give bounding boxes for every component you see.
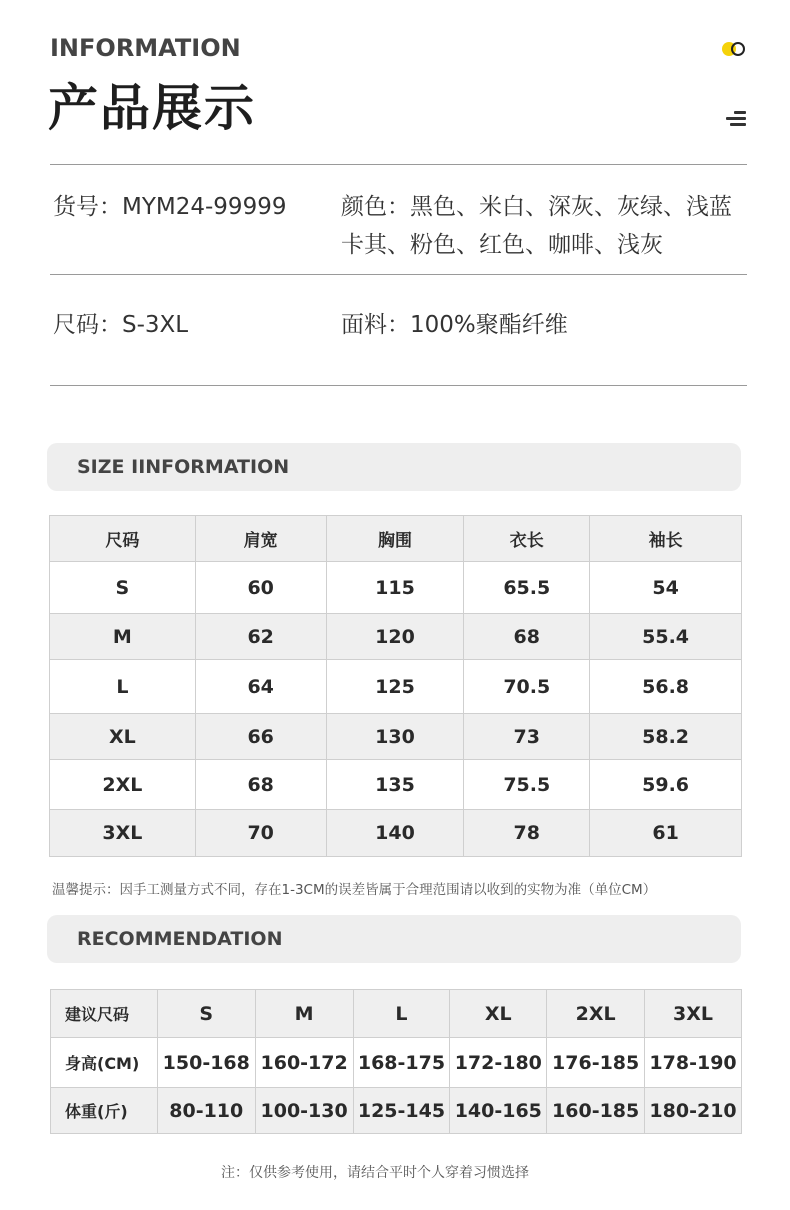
table-cell: 61 bbox=[590, 810, 742, 857]
recommendation-title: RECOMMENDATION bbox=[77, 928, 283, 950]
table-row bbox=[50, 810, 742, 857]
table-cell: 70.5 bbox=[464, 660, 590, 714]
divider bbox=[50, 274, 747, 275]
table-cell: 70 bbox=[195, 810, 326, 857]
table-row bbox=[50, 614, 742, 660]
sku-text: 货号：MYM24-99999 bbox=[53, 194, 287, 220]
table-row bbox=[50, 714, 742, 760]
header-cell: 肩宽 bbox=[195, 516, 326, 562]
table-row bbox=[51, 1088, 742, 1134]
header-cell: 尺码 bbox=[50, 516, 196, 562]
table-cell: 78 bbox=[464, 810, 590, 857]
header-cell: 建议尺码 bbox=[51, 990, 158, 1038]
row-header-cell: 身高(CM) bbox=[51, 1038, 158, 1088]
table-header-row bbox=[51, 990, 742, 1038]
eyebrow-label: INFORMATION bbox=[50, 34, 241, 62]
table-header-row bbox=[50, 516, 742, 562]
table-cell: M bbox=[50, 614, 196, 660]
table-cell: 125-145 bbox=[353, 1088, 450, 1134]
header-cell: 2XL bbox=[547, 990, 645, 1038]
header-cell: S bbox=[157, 990, 255, 1038]
table-row bbox=[51, 1038, 742, 1088]
table-cell: 160-185 bbox=[547, 1088, 645, 1134]
size-info-bar bbox=[47, 443, 741, 491]
recommendation-table bbox=[50, 989, 742, 1134]
table-row bbox=[50, 660, 742, 714]
header-cell: 衣长 bbox=[464, 516, 590, 562]
table-cell: 60 bbox=[195, 562, 326, 614]
table-cell: 80-110 bbox=[157, 1088, 255, 1134]
table-cell: 140-165 bbox=[450, 1088, 547, 1134]
header-cell: 胸围 bbox=[326, 516, 464, 562]
table-cell: 65.5 bbox=[464, 562, 590, 614]
table-cell: 54 bbox=[590, 562, 742, 614]
header-cell: M bbox=[255, 990, 353, 1038]
table-cell: 125 bbox=[326, 660, 464, 714]
table-cell: XL bbox=[50, 714, 196, 760]
divider bbox=[50, 385, 747, 386]
table-cell: 140 bbox=[326, 810, 464, 857]
colors-text-line1: 颜色：黑色、米白、深灰、灰绿、浅蓝 bbox=[341, 194, 732, 220]
table-cell: 115 bbox=[326, 562, 464, 614]
header-cell: L bbox=[353, 990, 450, 1038]
table-cell: 66 bbox=[195, 714, 326, 760]
table-cell: 3XL bbox=[50, 810, 196, 857]
page-title: 产品展示 bbox=[48, 79, 256, 137]
table-cell: 135 bbox=[326, 760, 464, 810]
table-cell: L bbox=[50, 660, 196, 714]
header-cell: XL bbox=[450, 990, 547, 1038]
table-cell: 160-172 bbox=[255, 1038, 353, 1088]
reference-note: 注：仅供参考使用，请结合平时个人穿着习惯选择 bbox=[221, 1165, 529, 1181]
table-cell: 168-175 bbox=[353, 1038, 450, 1088]
size-table bbox=[49, 515, 742, 857]
divider bbox=[50, 164, 747, 165]
header-cell: 3XL bbox=[645, 990, 742, 1038]
table-cell: 56.8 bbox=[590, 660, 742, 714]
table-cell: 180-210 bbox=[645, 1088, 742, 1134]
size-range-text: 尺码：S-3XL bbox=[53, 312, 189, 338]
table-cell: 73 bbox=[464, 714, 590, 760]
table-cell: 120 bbox=[326, 614, 464, 660]
table-cell: 62 bbox=[195, 614, 326, 660]
table-cell: 68 bbox=[464, 614, 590, 660]
table-cell: 64 bbox=[195, 660, 326, 714]
table-cell: 130 bbox=[326, 714, 464, 760]
header-cell: 袖长 bbox=[590, 516, 742, 562]
colors-text-line2: 卡其、粉色、红色、咖啡、浅灰 bbox=[341, 232, 663, 258]
black-ring bbox=[731, 42, 745, 56]
table-cell: 59.6 bbox=[590, 760, 742, 810]
fabric-text: 面料：100%聚酯纤维 bbox=[341, 312, 568, 338]
table-cell: 178-190 bbox=[645, 1038, 742, 1088]
table-cell: S bbox=[50, 562, 196, 614]
table-cell: 55.4 bbox=[590, 614, 742, 660]
measurement-note: 温馨提示：因手工测量方式不同，存在1-3CM的误差皆属于合理范围请以收到的实物为准（单位CM） bbox=[52, 882, 657, 898]
table-cell: 2XL bbox=[50, 760, 196, 810]
table-cell: 100-130 bbox=[255, 1088, 353, 1134]
table-cell: 172-180 bbox=[450, 1038, 547, 1088]
size-info-title: SIZE IINFORMATION bbox=[77, 456, 290, 478]
row-header-cell: 体重(斤) bbox=[51, 1088, 158, 1134]
table-row bbox=[50, 760, 742, 810]
table-cell: 58.2 bbox=[590, 714, 742, 760]
menu-icon[interactable] bbox=[726, 111, 746, 127]
table-row bbox=[50, 562, 742, 614]
table-cell: 68 bbox=[195, 760, 326, 810]
table-cell: 176-185 bbox=[547, 1038, 645, 1088]
toggle-dots-icon[interactable] bbox=[722, 41, 748, 57]
table-cell: 150-168 bbox=[157, 1038, 255, 1088]
recommendation-bar bbox=[47, 915, 741, 963]
table-cell: 75.5 bbox=[464, 760, 590, 810]
